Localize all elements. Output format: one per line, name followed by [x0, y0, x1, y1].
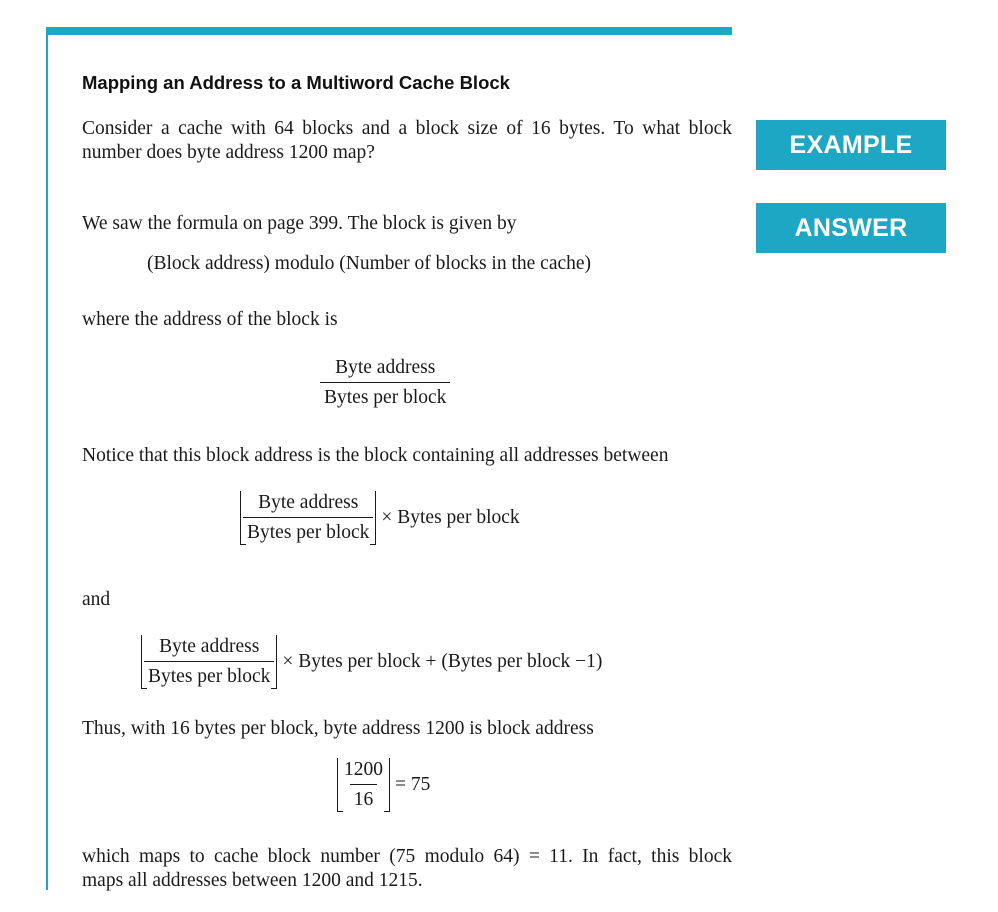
fraction-denominator: Bytes per block — [243, 517, 373, 545]
fraction-numerator: Byte address — [258, 492, 359, 513]
thus-text: Thus, with 16 bytes per block, byte address 1200 is block address — [82, 718, 594, 739]
floor-bracket — [240, 491, 376, 545]
modulo-formula: (Block address) modulo (Number of blocks in the cache) — [147, 253, 592, 274]
lower-bound-expression — [240, 491, 520, 545]
floor-bracket — [337, 758, 390, 812]
upper-bound-expression — [141, 635, 602, 689]
multiplier-text: × Bytes per block + (Bytes per block −1) — [282, 651, 603, 672]
result-text: = 75 — [395, 774, 431, 795]
example-text-line-2: number does byte address 1200 map? — [82, 142, 375, 163]
section-heading: Mapping an Address to a Multiword Cache Block — [82, 72, 510, 93]
fraction-numerator: 1200 — [344, 759, 383, 780]
multiplier-text: × Bytes per block — [381, 507, 520, 528]
fraction-denominator: Bytes per block — [144, 661, 274, 689]
conclusion-line-2: maps all addresses between 1200 and 1215. — [82, 870, 423, 891]
notice-text: Notice that this block address is the block containing all addresses between — [82, 445, 669, 466]
fraction-numerator: Byte address — [335, 357, 436, 378]
calculation-expression — [337, 758, 430, 812]
example-text-line-1: Consider a cache with 64 blocks and a block size of 16 bytes. To what block — [82, 118, 732, 139]
and-text: and — [82, 589, 111, 610]
left-accent-rule — [46, 27, 48, 890]
fraction-denominator: Bytes per block — [320, 382, 450, 410]
fraction-denominator: 16 — [350, 784, 378, 812]
where-text: where the address of the block is — [82, 309, 338, 330]
answer-intro: We saw the formula on page 399. The block is given by — [82, 213, 517, 234]
conclusion-line-1: which maps to cache block number (75 modulo 64) = 11. In fact, this block — [82, 846, 732, 867]
floor-bracket — [141, 635, 277, 689]
fraction-numerator: Byte address — [159, 636, 260, 657]
top-accent-bar — [46, 27, 732, 35]
block-address-fraction — [320, 356, 450, 410]
answer-label: ANSWER — [756, 203, 946, 253]
example-label: EXAMPLE — [756, 120, 946, 170]
